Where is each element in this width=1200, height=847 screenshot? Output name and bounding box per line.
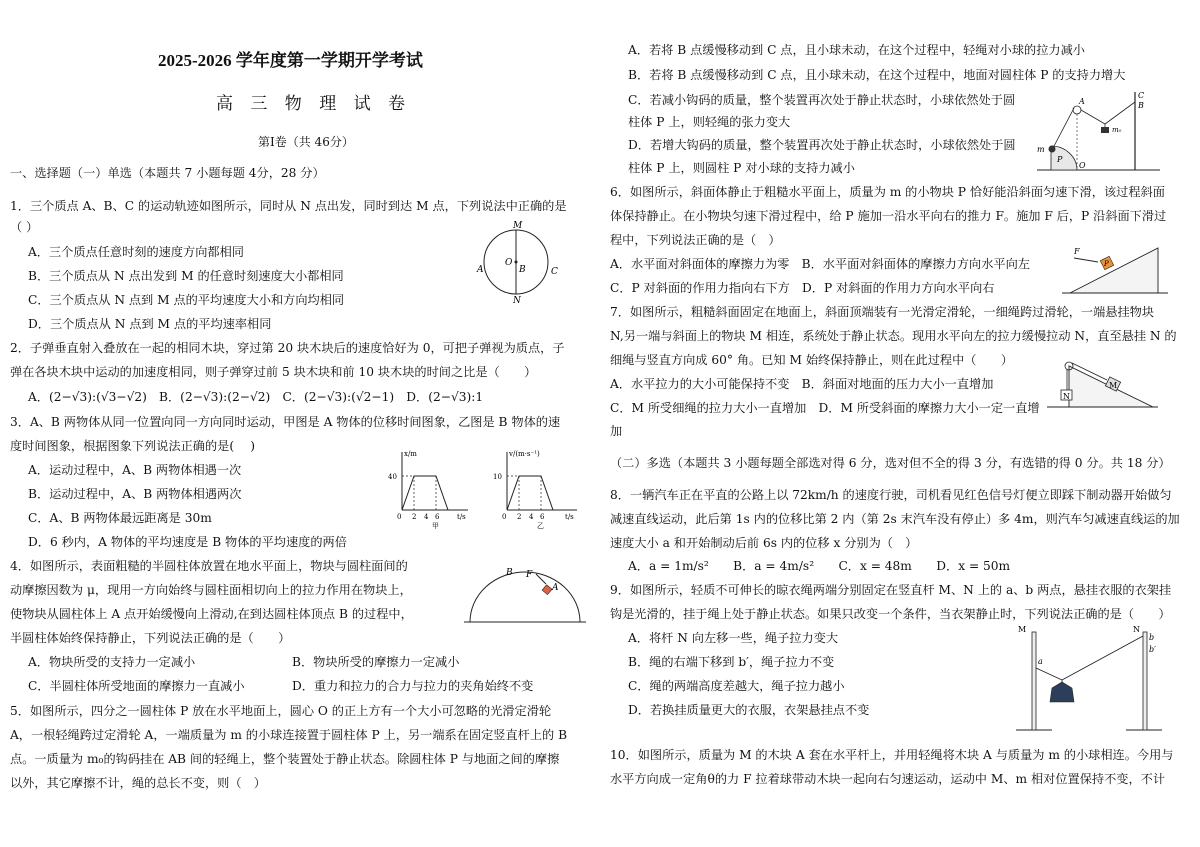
q6-options-ab: A．水平面对斜面体的摩擦力为零 B．水平面对斜面体的摩擦力方向水平向左 bbox=[610, 257, 1030, 271]
svg-text:2: 2 bbox=[517, 513, 522, 521]
svg-text:6: 6 bbox=[435, 513, 440, 521]
svg-text:x/m: x/m bbox=[404, 450, 417, 458]
q1-option-a: A．三个质点任意时刻的速度方向都相同 bbox=[28, 245, 244, 259]
q4-stem-line1: 4．如图所示，表面粗糙的半圆柱体放置在地水平面上，物块与圆柱面间的 bbox=[10, 559, 408, 573]
q1-stem-line2: （ ） bbox=[10, 220, 39, 234]
svg-text:A: A bbox=[477, 265, 484, 275]
svg-text:B: B bbox=[506, 568, 513, 578]
svg-text:M: M bbox=[1109, 381, 1118, 390]
q6-stem-line1: 6．如图所示，斜面体静止于粗糙水平面上，质量为 m 的小物块 P 恰好能沿斜面匀速下滑，该过程斜面 bbox=[610, 185, 1165, 199]
svg-text:甲: 甲 bbox=[432, 522, 439, 530]
q10-stem-line2: 水平方向成一定角θ的力 F 拉着球带动木块一起向右匀速运动，运动中 M、m 相对位置保持不变，不计 bbox=[610, 772, 1166, 786]
q3-graph-a bbox=[380, 448, 475, 528]
svg-text:N: N bbox=[513, 296, 521, 306]
svg-text:乙: 乙 bbox=[537, 522, 544, 530]
svg-text:B: B bbox=[1138, 101, 1144, 110]
svg-text:4: 4 bbox=[424, 513, 429, 521]
q8-stem-line2: 减速直线运动，此后第 1s 内的位移比第 2 内（第 2s 末汽车没有停止）多 4m，则汽车匀减速直线运的加 bbox=[610, 512, 1180, 526]
q5-option-c-line2: 柱体 P 上，则轻绳的张力变大 bbox=[628, 115, 791, 129]
q5-option-a: A．若将 B 点缓慢移动到 C 点，且小球未动，在这个过程中，轻绳对小球的拉力减小 bbox=[628, 43, 1085, 57]
svg-text:40: 40 bbox=[388, 473, 397, 481]
svg-text:N: N bbox=[1133, 625, 1140, 634]
svg-text:b′: b′ bbox=[1149, 645, 1156, 654]
q5-stem-line1: 5．如图所示，四分之一圆柱体 P 放在水平地面上，圆心 O 的正上方有一个大小可忽略的光滑定滑轮 bbox=[10, 704, 552, 718]
svg-text:2: 2 bbox=[412, 513, 417, 521]
q5-option-c-line1: C．若减小钩码的质量，整个装置再次处于静止状态时，小球依然处于圆 bbox=[628, 93, 1016, 107]
q3-option-b: B．运动过程中，A、B 两物体相遇两次 bbox=[28, 487, 242, 501]
svg-text:A: A bbox=[1079, 97, 1085, 106]
q9-option-b: B．绳的右端下移到 b′，绳子拉力不变 bbox=[628, 655, 835, 669]
svg-text:C: C bbox=[551, 267, 558, 277]
q8-stem-line1: 8．一辆汽车正在平直的公路上以 72km/h 的速度行驶，司机看见红色信号灯便立即踩下制动器开始做匀 bbox=[610, 488, 1172, 502]
q9-option-a: A．将杆 N 向左移一些，绳子拉力变大 bbox=[628, 631, 839, 645]
q6-incline-figure bbox=[1060, 238, 1170, 296]
q2-options: A．(2−√3):(√3−√2) B．(2−√3):(2−√2) C．(2−√3):(√2−1) D．(2−√3):1 bbox=[28, 390, 484, 404]
svg-text:M: M bbox=[1018, 625, 1027, 634]
q6-stem-line3: 程中，下列说法正确的是（ ） bbox=[610, 233, 781, 247]
q5-stem-line3: 点。一质量为 m₀的钩码挂在 AB 间的轻绳上，整个装置处于静止状态。除圆柱体 P 与地面之间的摩擦 bbox=[10, 752, 560, 766]
q5-pulley-figure bbox=[1035, 88, 1165, 173]
section-single-choice: 一、选择题（一）单选（本题共 7 小题每题 4分，28 分） bbox=[10, 166, 325, 180]
q1-option-c: C．三个质点从 N 点到 M 点的平均速度大小和方向均相同 bbox=[28, 293, 345, 307]
q3-option-c: C．A、B 两物体最远距离是 30m bbox=[28, 511, 212, 525]
q3-option-a: A．运动过程中，A、B 两物体相遇一次 bbox=[28, 463, 242, 477]
svg-text:b: b bbox=[1149, 633, 1155, 642]
q7-incline-pulley-figure bbox=[1045, 352, 1160, 410]
svg-text:O: O bbox=[505, 258, 513, 268]
q4-option-d: D．重力和拉力的合力与拉力的夹角始终不变 bbox=[292, 679, 534, 693]
q3-graph-b bbox=[485, 448, 585, 528]
q4-stem-line3: 使物块从圆柱体上 A 点开始缓慢向上滑动,在到达圆柱体顶点 B 的过程中， bbox=[10, 607, 413, 621]
q5-option-d-line2: 柱体 P 上，则圆柱 P 对小球的支持力减小 bbox=[628, 161, 855, 175]
svg-text:N: N bbox=[1063, 392, 1070, 401]
svg-text:M: M bbox=[513, 221, 523, 231]
q5-option-d-line1: D．若增大钩码的质量，整个装置再次处于静止状态时，小球依然处于圆 bbox=[628, 138, 1016, 152]
part-heading: 第Ⅰ卷（共 46分） bbox=[258, 135, 354, 149]
svg-text:0: 0 bbox=[502, 513, 507, 521]
q3-stem-line2: 度时间图象，根据图象下列说法正确的是( ) bbox=[10, 439, 255, 453]
q5-stem-line4: 以外，其它摩擦不计，绳的总长不变，则（ ） bbox=[10, 776, 266, 790]
svg-text:m: m bbox=[1037, 145, 1045, 154]
q10-stem-line1: 10．如图所示，质量为 M 的木块 A 套在水平杆上，并用轻绳将木块 A 与质量为 m 的小球相连。今用与 bbox=[610, 748, 1174, 762]
q7-stem-line2: N,另一端与斜面上的物块 M 相连，系统处于静止状态。现用水平向左的拉力缓慢拉动 N，直至悬挂 N 的 bbox=[610, 329, 1177, 343]
svg-text:4: 4 bbox=[529, 513, 534, 521]
q6-stem-line2: 体保持静止。在小物块匀速下滑过程中，给 P 施加一沿水平向右的推力 F。施加 F 后，P 沿斜面下滑过 bbox=[610, 209, 1167, 223]
svg-text:v/(m·s⁻¹): v/(m·s⁻¹) bbox=[509, 450, 540, 458]
svg-text:0: 0 bbox=[397, 513, 402, 521]
q4-option-b: B．物块所受的摩擦力一定减小 bbox=[292, 655, 460, 669]
svg-text:m₀: m₀ bbox=[1112, 126, 1122, 134]
q1-circle-figure bbox=[476, 221, 566, 306]
q1-option-d: D．三个质点从 N 点到 M 点的平均速率相同 bbox=[28, 317, 272, 331]
svg-text:a: a bbox=[1038, 657, 1043, 666]
q1-stem-line1: 1．三个质点 A、B、C 的运动轨迹如图所示，同时从 N 点出发，同时到达 M 点，下列说法中正确的是 bbox=[10, 199, 567, 213]
q8-options: A．a = 1m/s² B．a = 4m/s² C．x = 48m D．x = 50m bbox=[628, 559, 1011, 573]
svg-text:6: 6 bbox=[540, 513, 545, 521]
section-multiple-choice: （二）多选（本题共 3 小题每题全部选对得 6 分，选对但不全的得 3 分，有选错的得 0 分。共 18 分） bbox=[610, 456, 1171, 470]
svg-text:P: P bbox=[1104, 260, 1109, 268]
q8-stem-line3: 速度大小 a 和开始制动后前 6s 内的位移 x 分别为（ ） bbox=[610, 536, 918, 550]
exam-title: 2025-2026 学年度第一学期开学考试 bbox=[158, 51, 423, 70]
q3-stem-line1: 3．A、B 两物体从同一位置向同一方向同时运动，甲图是 A 物体的位移时间图象，乙图是 B 物体的速 bbox=[10, 415, 561, 429]
q6-options-cd: C．P 对斜面的作用力指向右下方 D．P 对斜面的作用力方向水平向右 bbox=[610, 281, 995, 295]
q4-option-c: C．半圆柱体所受地面的摩擦力一直减小 bbox=[28, 679, 245, 693]
svg-text:t/s: t/s bbox=[457, 513, 466, 521]
svg-text:C: C bbox=[1138, 91, 1145, 100]
q9-option-c: C．绳的两端高度差越大，绳子拉力越小 bbox=[628, 679, 845, 693]
svg-text:10: 10 bbox=[493, 473, 502, 481]
svg-text:B: B bbox=[519, 265, 526, 275]
q7-options-ab: A．水平拉力的大小可能保持不变 B．斜面对地面的压力大小一直增加 bbox=[610, 377, 994, 391]
q1-option-b: B．三个质点从 N 点出发到 M 的任意时刻速度大小都相同 bbox=[28, 269, 344, 283]
q7-stem-line3: 细绳与竖直方向成 60° 角。已知 M 始终保持静止，则在此过程中（ ） bbox=[610, 353, 1014, 367]
q5-option-b: B．若将 B 点缓慢移动到 C 点，且小球未动，在这个过程中，地面对圆柱体 P 的支持力增大 bbox=[628, 68, 1126, 82]
q4-half-cylinder-figure bbox=[460, 566, 590, 628]
q5-stem-line2: A，一根轻绳跨过定滑轮 A，一端质量为 m 的小球连接置于圆柱体 P 上，另一端系在固定竖直杆上的 B bbox=[10, 728, 568, 742]
svg-text:O: O bbox=[1079, 161, 1086, 170]
q7-option-d-tail: 加 bbox=[610, 424, 623, 438]
q9-stem-line1: 9．如图所示，轻质不可伸长的晾衣绳两端分别固定在竖直杆 M、N 上的 a、b 两点，悬挂衣服的衣架挂 bbox=[610, 583, 1172, 597]
q2-stem-line2: 弹在各块木块中运动的加速度相同，则子弹穿过前 5 块木块和前 10 块木块的时间之比是（ ） bbox=[10, 365, 537, 379]
q9-option-d: D．若换挂质量更大的衣服，衣架悬挂点不变 bbox=[628, 703, 870, 717]
q4-stem-line4: 半圆柱体始终保持静止，下列说法正确的是（ ） bbox=[10, 631, 291, 645]
q9-stem-line2: 钩是光滑的，挂于绳上处于静止状态。如果只改变一个条件，当衣架静止时，下列说法正确的是（ ） bbox=[610, 607, 1171, 621]
q7-options-cd: C．M 所受细绳的拉力大小一直增加 D．M 所受斜面的摩擦力大小一定一直增 bbox=[610, 401, 1040, 415]
svg-text:F: F bbox=[526, 570, 533, 580]
q9-clothesline-figure bbox=[1008, 622, 1168, 734]
svg-text:t/s: t/s bbox=[565, 513, 574, 521]
q4-stem-line2: 动摩擦因数为 μ，现用一方向始终与圆柱面相切向上的拉力作用在物块上， bbox=[10, 583, 412, 597]
exam-subtitle: 高 三 物 理 试 卷 bbox=[216, 94, 412, 114]
q3-option-d: D．6 秒内，A 物体的平均速度是 B 物体的平均速度的两倍 bbox=[28, 535, 347, 549]
q7-stem-line1: 7．如图所示，粗糙斜面固定在地面上，斜面顶端装有一光滑定滑轮，一细绳跨过滑轮，一端悬挂物块 bbox=[610, 305, 1155, 319]
q4-option-a: A．物块所受的支持力一定减小 bbox=[28, 655, 196, 669]
svg-text:A: A bbox=[552, 583, 559, 593]
svg-text:F: F bbox=[1074, 247, 1080, 256]
svg-text:P: P bbox=[1057, 155, 1063, 164]
q2-stem-line1: 2．子弹垂直射入叠放在一起的相同木块，穿过第 20 块木块后的速度恰好为 0，可把子弹视为质点，子 bbox=[10, 341, 565, 355]
